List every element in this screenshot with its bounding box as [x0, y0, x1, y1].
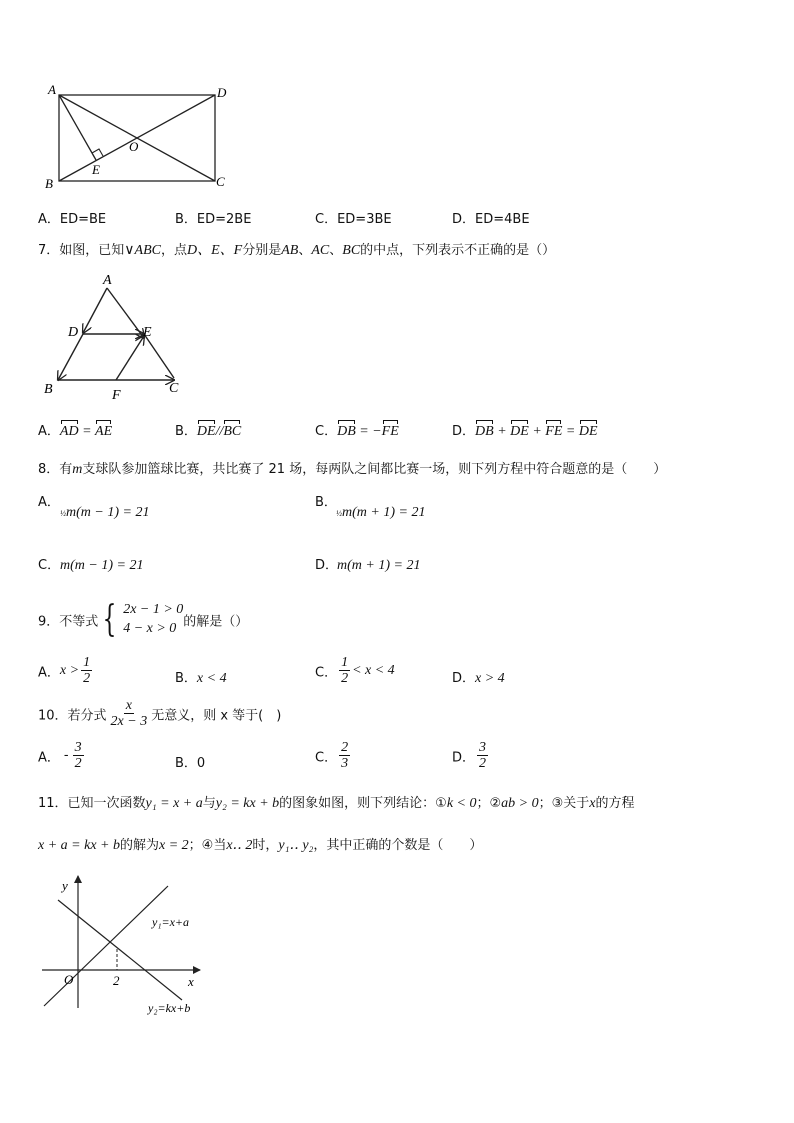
q8-option-d-label[interactable]: D．	[315, 558, 339, 573]
q10-stem: 10．若分式 $\frac{x}{2x - 3}$ 无意义，则 x 等于( )	[38, 698, 282, 730]
line-label-y1: y₁=x+a	[152, 915, 190, 929]
rectangle-figure	[40, 78, 240, 198]
label-D: D	[68, 325, 79, 340]
q8-option-c-expr[interactable]: m(m − 1) = 21	[60, 558, 144, 573]
q8-option-d-expr[interactable]: m(m + 1) = 21	[337, 558, 421, 573]
label-C: C	[169, 381, 179, 396]
q9-row-2: 4 − x > 0	[123, 620, 177, 636]
label-D: D	[217, 85, 227, 100]
tick-label-2: 2	[113, 973, 120, 988]
origin-label: O	[64, 972, 74, 987]
q6-option-a[interactable]: A．ED=BE	[38, 212, 107, 227]
q9-option-c[interactable]: C． $\frac{1}{2}$ < x < 4	[315, 655, 395, 687]
q8-option-b-expr[interactable]: ½m(m + 1) = 21	[336, 505, 426, 520]
q10-option-b[interactable]: B．0	[175, 756, 206, 771]
q10-option-c[interactable]: C． $\frac{2}{3}$	[315, 740, 349, 772]
q10-option-a[interactable]: A． - $\frac{3}{2}$	[38, 740, 82, 772]
q6-option-d[interactable]: D．ED=4BE	[452, 212, 530, 227]
linear-functions-graph	[36, 870, 216, 1025]
q9-option-a[interactable]: A．x > $\frac{1}{2}$	[38, 655, 91, 687]
q8-option-c-label[interactable]: C．	[38, 558, 61, 573]
axis-label-x: x	[188, 974, 194, 989]
q6-option-c[interactable]: C．ED=3BE	[315, 212, 392, 227]
axis-label-y: y	[62, 878, 68, 893]
label-E: E	[143, 325, 152, 340]
line-label-y2: y₂=kx+b	[148, 1001, 191, 1015]
q9-row-1: 2x − 1 > 0	[123, 602, 184, 617]
label-A: A	[103, 273, 112, 288]
triangle-vector-figure	[40, 268, 200, 403]
label-E: E	[92, 162, 100, 177]
q10-option-d[interactable]: D． $\frac{3}{2}$	[452, 740, 487, 772]
label-F: F	[112, 388, 121, 403]
q7-option-b[interactable]: B．DE//BC	[175, 420, 241, 440]
q11-stem-line-2: x + a = kx + b的解为x = 2；④当x‥ 2时，y₁‥ y₂，其中正确的个数是（ ）	[38, 838, 483, 853]
q8-option-a-label[interactable]: A．	[38, 495, 60, 510]
q7-option-c[interactable]: C．DB = −FE	[315, 420, 399, 440]
q6-option-b[interactable]: B．ED=2BE	[175, 212, 252, 227]
q7-option-d[interactable]: D．DB + DE + FE = DE	[452, 420, 598, 440]
q9-option-d[interactable]: D．x > 4	[452, 671, 505, 686]
q8-option-b-label[interactable]: B．	[315, 495, 337, 510]
q7-option-a[interactable]: A．AD = AE	[38, 420, 112, 440]
q11-stem-line-1: 11．已知一次函数y₁ = x + a与y₂ = kx + b的图象如图，则下列结论：①k < 0；②ab > 0；③关于x的方程	[38, 796, 635, 811]
q7-stem: 7．如图，已知∨ABC，点D、E、F分别是AB、AC、BC的中点，下列表示不正确的是（）	[38, 243, 556, 258]
q9-stem: 9．不等式 { 2x − 1 > 0 4 − x > 0 的解是（）	[38, 598, 249, 640]
q8-stem: 8．有m支球队参加篮球比赛，共比赛了 21 场，每两队之间都比赛一场，则下列方程中符合题意的是（ ）	[38, 462, 667, 477]
q9-option-b[interactable]: B．x < 4	[175, 671, 227, 686]
label-C: C	[216, 174, 225, 189]
label-A: A	[48, 82, 56, 97]
label-B: B	[45, 176, 53, 191]
q8-option-a-expr[interactable]: ½m(m − 1) = 21	[60, 505, 150, 520]
label-B: B	[44, 382, 53, 397]
label-O: O	[129, 139, 139, 154]
